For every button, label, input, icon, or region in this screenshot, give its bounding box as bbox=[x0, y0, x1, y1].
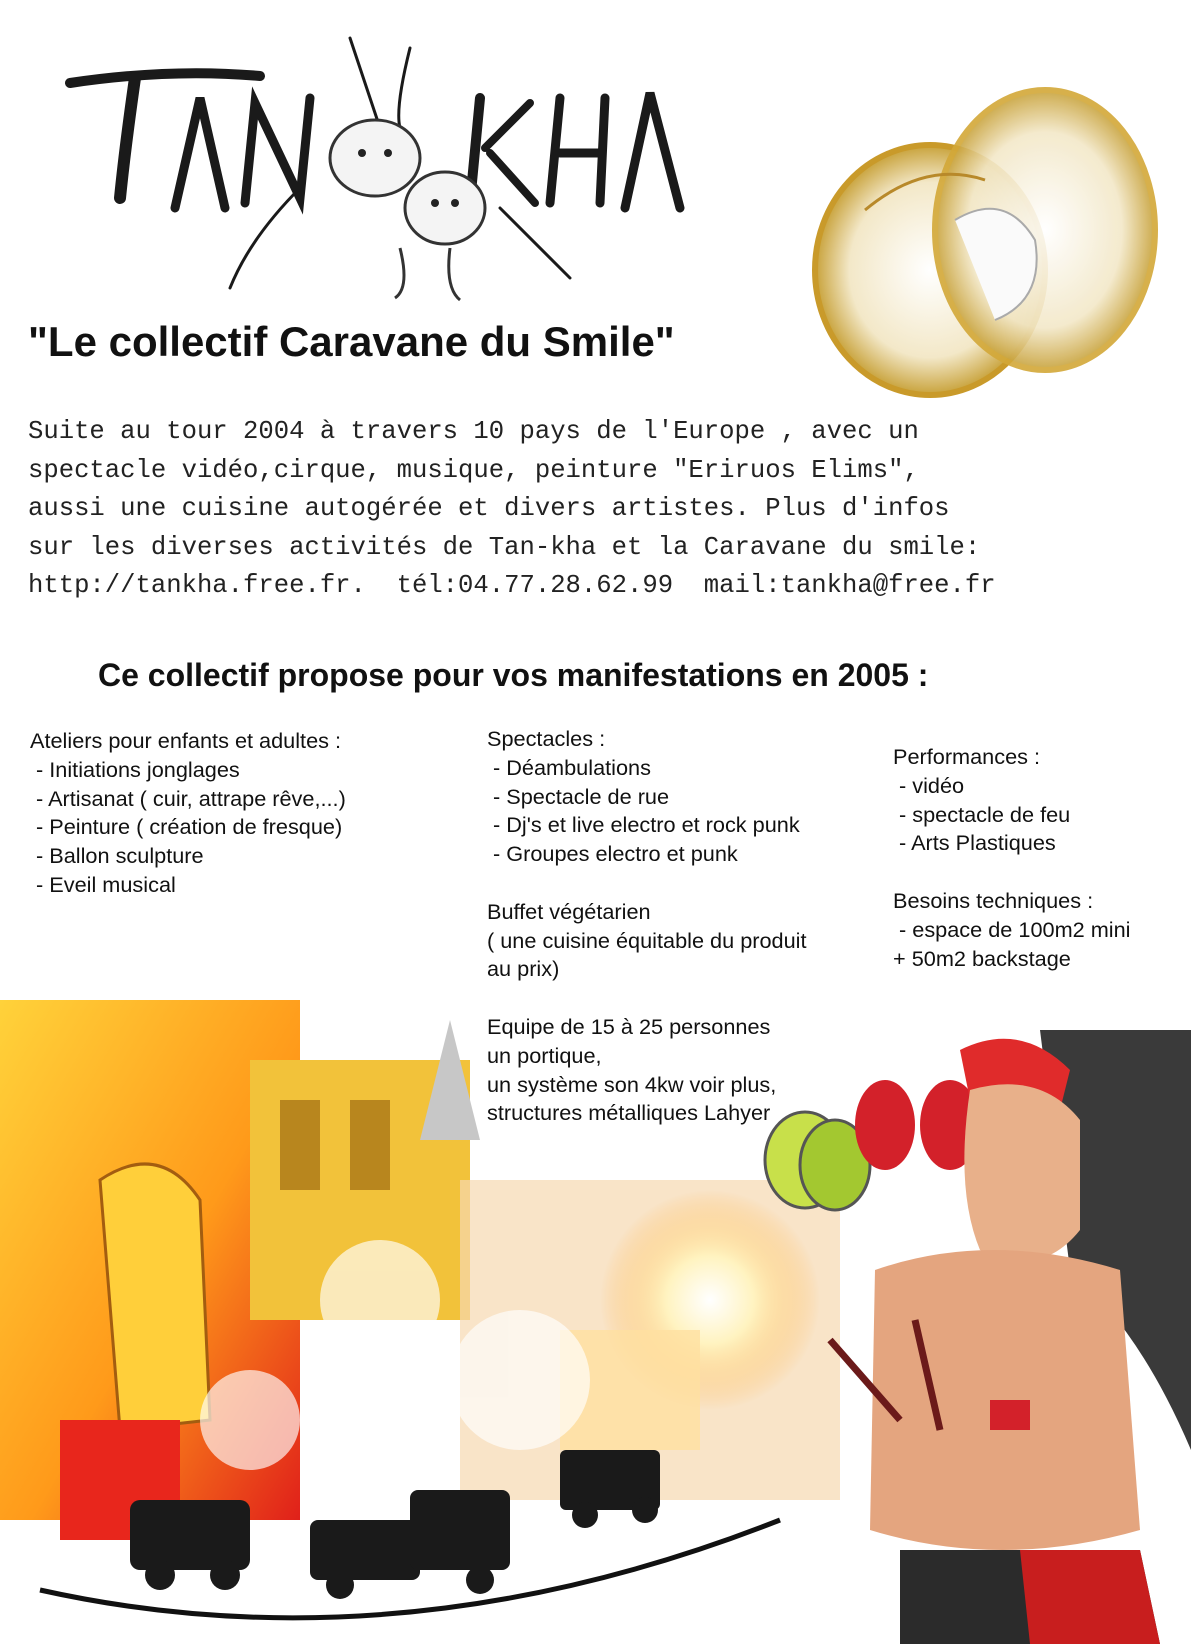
buffet-line: au prix) bbox=[487, 956, 560, 982]
list-item: - Artisanat ( cuir, attrape rêve,...) bbox=[30, 785, 346, 811]
list-item: - Ballon sculpture bbox=[30, 843, 204, 869]
equipe-line: Equipe de 15 à 25 personnes bbox=[487, 1013, 771, 1039]
besoins-heading: Besoins techniques : bbox=[893, 887, 1094, 913]
intro-line: spectacle vidéo,cirque, musique, peinture "Eriruos Elims", bbox=[28, 455, 919, 485]
list-item: - Eveil musical bbox=[30, 871, 176, 897]
list-item: - Initiations jonglages bbox=[30, 756, 240, 782]
golden-swirl-illustration bbox=[805, 70, 1175, 410]
list-item: + 50m2 backstage bbox=[893, 945, 1071, 971]
list-item: - Peinture ( création de fresque) bbox=[30, 814, 343, 840]
spectacles-column bbox=[487, 725, 807, 1128]
list-item: - Déambulations bbox=[487, 754, 651, 780]
intro-contact-line: http://tankha.free.fr. tél:04.77.28.62.99 mail:tankha@free.fr bbox=[28, 571, 996, 600]
intro-line: aussi une cuisine autogérée et divers artistes. Plus d'infos bbox=[28, 494, 950, 523]
equipe-line: un système son 4kw voir plus, bbox=[487, 1071, 777, 1097]
intro-paragraph bbox=[28, 413, 1178, 606]
list-item: - Arts Plastiques bbox=[893, 830, 1056, 856]
ateliers-column bbox=[30, 727, 346, 900]
performances-column bbox=[893, 743, 1130, 973]
ateliers-heading: Ateliers pour enfants et adultes : bbox=[30, 728, 342, 753]
buffet-heading: Buffet végétarien bbox=[487, 898, 651, 924]
juggler-illustration bbox=[740, 1030, 1191, 1644]
list-item: - Spectacle de rue bbox=[487, 783, 670, 809]
page-title: "Le collectif Caravane du Smile" bbox=[28, 318, 675, 365]
intro-line: sur les diverses activités de Tan-kha et la Caravane du smile: bbox=[28, 532, 981, 562]
performances-heading: Performances : bbox=[893, 744, 1041, 769]
list-item: - Groupes electro et punk bbox=[487, 841, 738, 867]
intro-line: Suite au tour 2004 à travers 10 pays de l'Europe , avec un bbox=[28, 417, 919, 446]
equipe-line: un portique, bbox=[487, 1042, 602, 1068]
section-subtitle: Ce collectif propose pour vos manifestations en 2005 : bbox=[98, 657, 929, 693]
buffet-line: ( une cuisine équitable du produit bbox=[487, 927, 807, 953]
list-item: - vidéo bbox=[893, 772, 965, 798]
spectacles-heading: Spectacles : bbox=[487, 726, 606, 751]
list-item: - spectacle de feu bbox=[893, 801, 1071, 827]
list-item: - Dj's et live electro et rock punk bbox=[487, 812, 800, 838]
tankha-logo bbox=[50, 8, 730, 308]
list-item: - espace de 100m2 mini bbox=[893, 916, 1131, 942]
equipe-line: structures métalliques Lahyer bbox=[487, 1100, 771, 1126]
